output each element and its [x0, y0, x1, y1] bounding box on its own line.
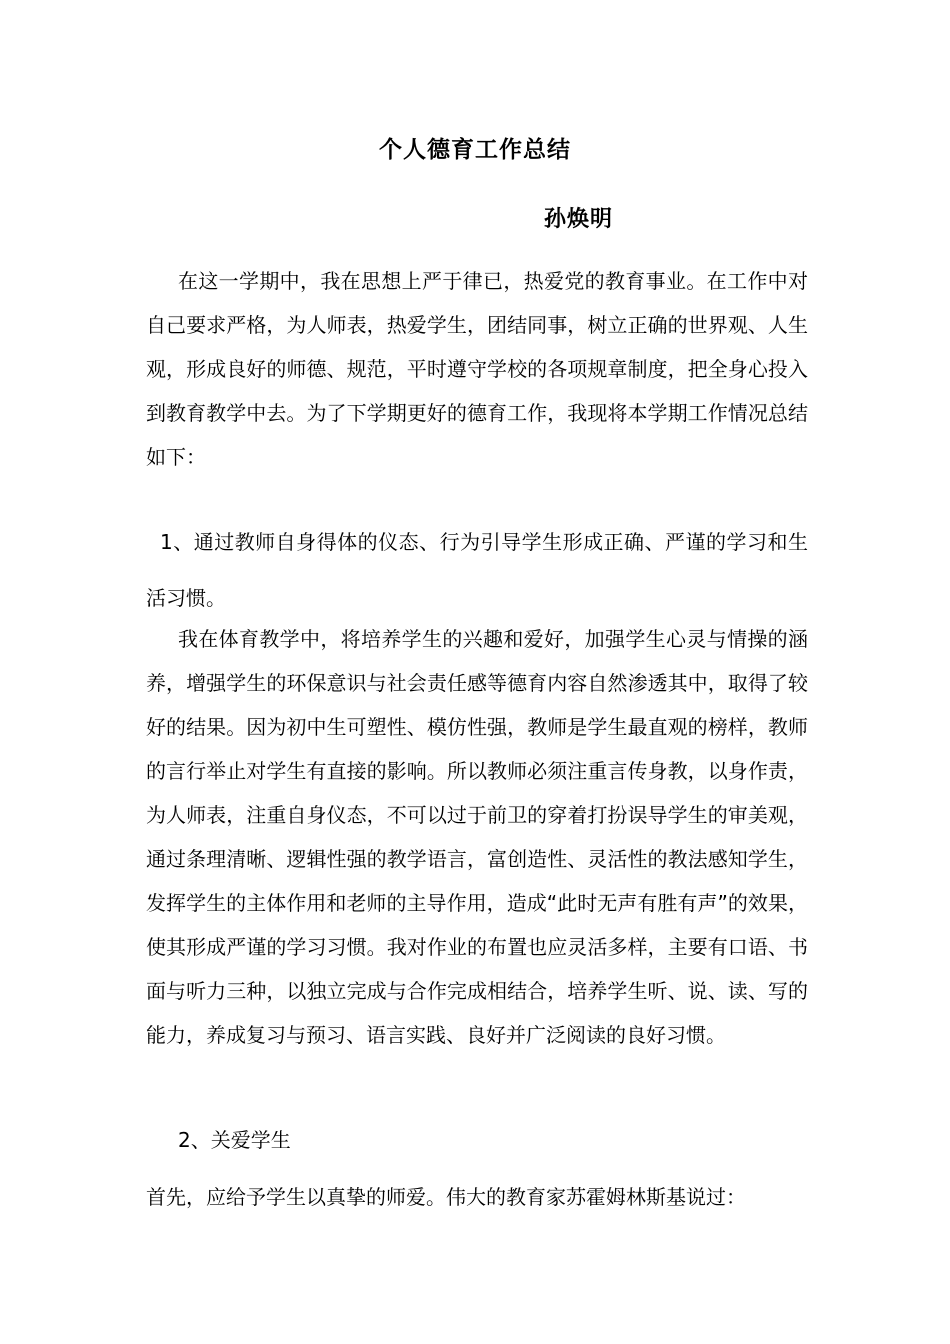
paragraph-section-2: 首先，应给予学生以真挚的师爱。伟大的教育家苏霍姆林斯基说过： [146, 1185, 746, 1209]
document-author: 孙焕明 [544, 207, 614, 232]
paragraph-section-1: 我在体育教学中，将培养学生的兴趣和爱好，加强学生心灵与情操的涵养，增强学生的环保意识与社会责任感等德育内容自然渗透其中，取得了较好的结果。因为初中生可塑性、模仿性强，教师是学生最直观的榜样，教师的言行举止对学生有直接的影响。所以教师必须注重言传身教，以身作责，为人师表，注重自身仪态，不可以过于前卫的穿着打扮误导学生的审美观，通过条理清晰、逻辑性强的教学语言，富创造性、灵活性的教法感知学生，发挥学生的主体作用和老师的主导作用，造成“此时无声有胜有声”的效果，使其形成严谨的学习习惯。我对作业的布置也应灵活多样，主要有口语、书面与听力三种，以独立完成与合作完成相结合，培养学生听、说、读、写的能力，养成复习与预习、语言实践、良好并广泛阅读的良好习惯。 [146, 627, 808, 1047]
section-heading-2: 2、关爱学生 [178, 1128, 291, 1152]
document-title: 个人德育工作总结 [379, 137, 571, 163]
section-heading-1: 1、通过教师自身得体的仪态、行为引导学生形成正确、严谨的学习和生活习惯。 [146, 530, 808, 610]
paragraph-intro: 在这一学期中，我在思想上严于律已，热爱党的教育事业。在工作中对自己要求严格，为人师表，热爱学生，团结同事，树立正确的世界观、人生观，形成良好的师德、规范，平时遵守学校的各项规章制度，把全身心投入到教育教学中去。为了下学期更好的德育工作，我现将本学期工作情况总结如下： [146, 269, 808, 469]
